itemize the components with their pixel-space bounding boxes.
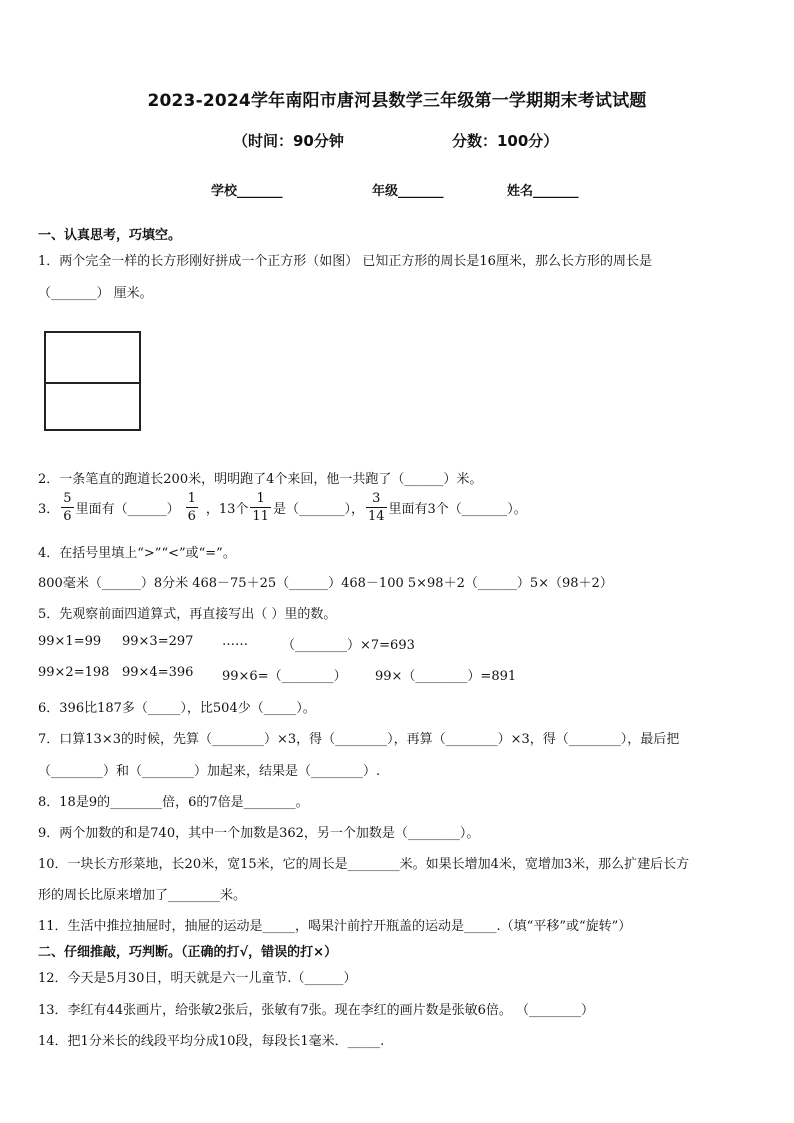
question-5-row-1-c: ……: [222, 634, 248, 649]
section-1-heading: 一、认真思考，巧填空。: [38, 228, 182, 243]
question-4-line-2: 800毫米（______）8分米 468－75＋25（______）468－100 5×98＋2（______）5×（98＋2）: [38, 576, 613, 591]
square-divider-line: [46, 382, 139, 384]
question-8: 8．18是9的________倍，6的7倍是________。: [38, 795, 309, 810]
name-field[interactable]: 姓名_______: [507, 184, 579, 199]
square-figure: [44, 331, 141, 431]
question-7-line-2: （________）和（________）加起来，结果是（________）.: [38, 764, 381, 779]
question-12: 12．今天是5月30日，明天就是六一儿童节.（______）: [38, 971, 357, 986]
question-2: 2．一条笔直的跑道长200米，明明跑了4个来回，他一共跑了（______）米。: [38, 472, 483, 487]
question-10-line-2: 形的周长比原来增加了________米。: [38, 888, 247, 903]
grade-field[interactable]: 年级_______: [372, 184, 444, 199]
question-5-row-2-b: 99×4=396: [122, 665, 194, 680]
question-5-row-2-d: 99×（________）=891: [375, 669, 517, 684]
question-13: 13．李红有44张画片，给张敏2张后，张敏有7张。现在李红的画片数是张敏6倍。 （________）: [38, 1003, 595, 1018]
fraction-3-14: $\frac{3}{14}$: [367, 491, 385, 524]
school-field[interactable]: 学校_______: [211, 184, 283, 199]
fraction-5-6: $\frac{5}{6}$: [63, 491, 72, 524]
question-1-line-2: （_______） 厘米。: [38, 286, 153, 301]
question-5-row-2-a: 99×2=198: [38, 665, 110, 680]
question-5-row-1-d: （________）×7=693: [282, 638, 415, 653]
exam-score: 分数：100分）: [452, 132, 559, 150]
question-6: 6．396比187多（_____），比504少（_____）。: [38, 701, 316, 716]
question-9: 9．两个加数的和是740，其中一个加数是362，另一个加数是（________）。: [38, 826, 480, 841]
exam-time: （时间：90分钟: [233, 132, 344, 150]
page-title: 2023-2024学年南阳市唐河县数学三年级第一学期期末考试试题: [147, 91, 647, 111]
question-14: 14．把1分米长的线段平均分成10段，每段长1毫米．_____.: [38, 1034, 385, 1049]
question-5-row-1-b: 99×3=297: [122, 634, 194, 649]
question-5-row-2-c: 99×6=（________）: [222, 669, 347, 684]
question-3: [38, 492, 527, 523]
question-3-text-3: 是（_______），: [272, 502, 364, 517]
fraction-1-11: $\frac{1}{11}$: [252, 491, 269, 524]
section-2-heading: 二、仔细推敲，巧判断。（正确的打√，错误的打×）: [38, 945, 338, 960]
question-7-line-1: 7．口算13×3的时候，先算（________）×3，得（________），再算（________）×3，得（________），最后把: [38, 732, 680, 747]
question-5-row-1-a: 99×1=99: [38, 634, 102, 649]
question-3-number: 3．: [38, 502, 60, 517]
question-11: 11．生活中推拉抽屉时，抽屉的运动是_____，喝果汁前拧开瓶盖的运动是_____.（填“平移”或“旋转”）: [38, 919, 632, 934]
question-1-line-1: 1．两个完全一样的长方形刚好拼成一个正方形（如图） 已知正方形的周长是16厘米，那么长方形的周长是: [38, 254, 652, 269]
question-3-text-2: ，13个: [205, 502, 249, 517]
question-4-line-1: 4．在括号里填上“>”“<”或“=”。: [38, 546, 236, 561]
question-5-line-1: 5．先观察前面四道算式，再直接写出（ ）里的数。: [38, 607, 337, 622]
question-3-text-4: 里面有3个（_______）。: [388, 502, 527, 517]
fraction-1-6: $\frac{1}{6}$: [187, 491, 196, 524]
question-3-text-1: 里面有（______）: [75, 502, 180, 517]
question-10-line-1: 10．一块长方形菜地，长20米，宽15米，它的周长是________米。如果长增加4米，宽增加3米，那么扩建后长方: [38, 857, 690, 872]
